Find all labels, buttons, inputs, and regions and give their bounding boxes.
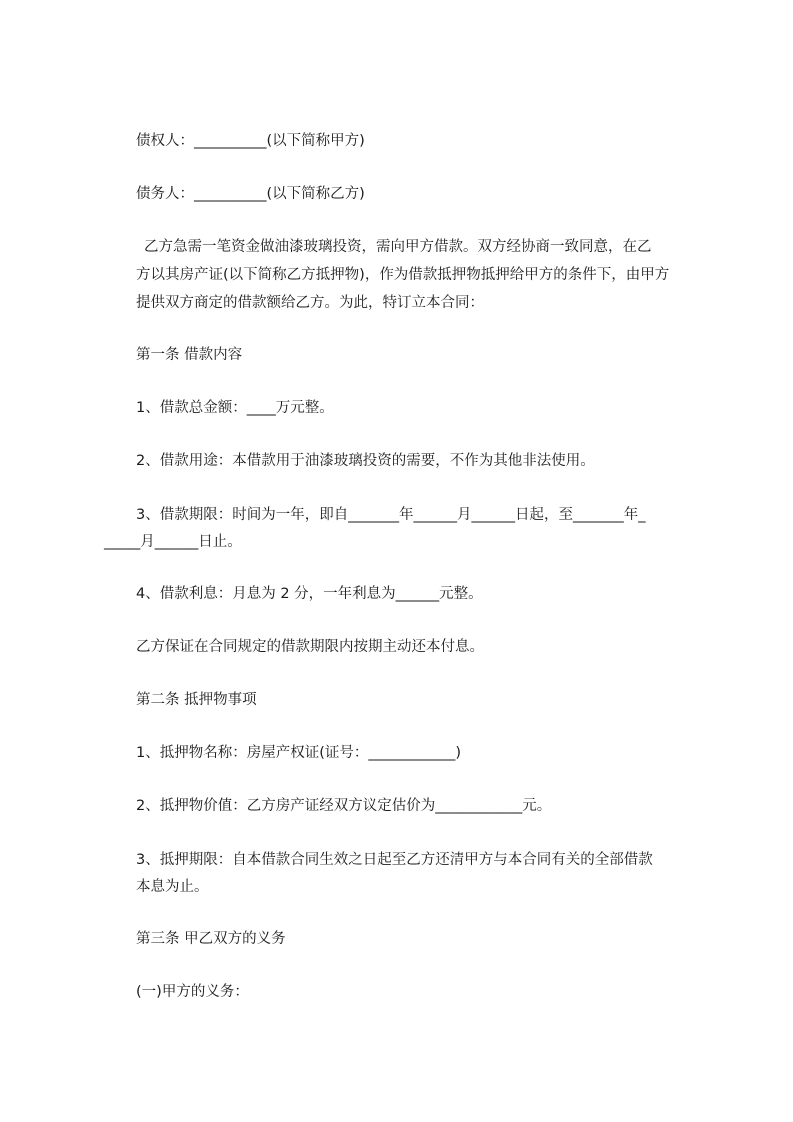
article1-item-1: 1、借款总金额：____万元整。 — [136, 400, 334, 416]
debtor-line: 债务人：__________(以下简称乙方) — [136, 186, 365, 202]
article2-item-1: 1、抵押物名称：房屋产权证(证号：____________) — [136, 745, 462, 761]
article2-item-3-line-2: 本息为止。 — [136, 879, 209, 895]
preamble-line-1: 乙方急需一笔资金做油漆玻璃投资，需向甲方借款。双方经协商一致同意，在乙 — [144, 239, 652, 255]
article1-item-3-line-1: 3、借款期限：时间为一年，即自_______年______月______日起，至_______年_ — [136, 507, 646, 523]
preamble-line-3: 提供双方商定的借款额给乙方。为此，特订立本合同： — [136, 295, 484, 311]
article2-item-3-line-1: 3、抵押期限：自本借款合同生效之日起至乙方还清甲方与本合同有关的全部借款 — [136, 852, 653, 868]
article3-title: 第三条 甲乙双方的义务 — [136, 931, 286, 947]
creditor-line: 债权人：__________(以下简称甲方) — [136, 133, 365, 149]
preamble-line-2: 方以其房产证(以下简称乙方抵押物)，作为借款抵押物抵押给甲方的条件下，由甲方 — [136, 267, 670, 283]
article1-title: 第一条 借款内容 — [136, 347, 243, 363]
article1-item-4: 4、借款利息：月息为 2 分，一年利息为______元整。 — [136, 586, 483, 602]
article2-title: 第二条 抵押物事项 — [136, 692, 257, 708]
article1-item-2: 2、借款用途：本借款用于油漆玻璃投资的需要，不作为其他非法使用。 — [136, 453, 595, 469]
article1-guarantee: 乙方保证在合同规定的借款期限内按期主动还本付息。 — [136, 639, 484, 655]
article3-sub-1: (一)甲方的义务： — [136, 984, 249, 1000]
article1-item-3-line-2: _____月______日止。 — [104, 534, 242, 550]
article2-item-2: 2、抵押物价值：乙方房产证经双方议定估价为____________元。 — [136, 798, 552, 814]
